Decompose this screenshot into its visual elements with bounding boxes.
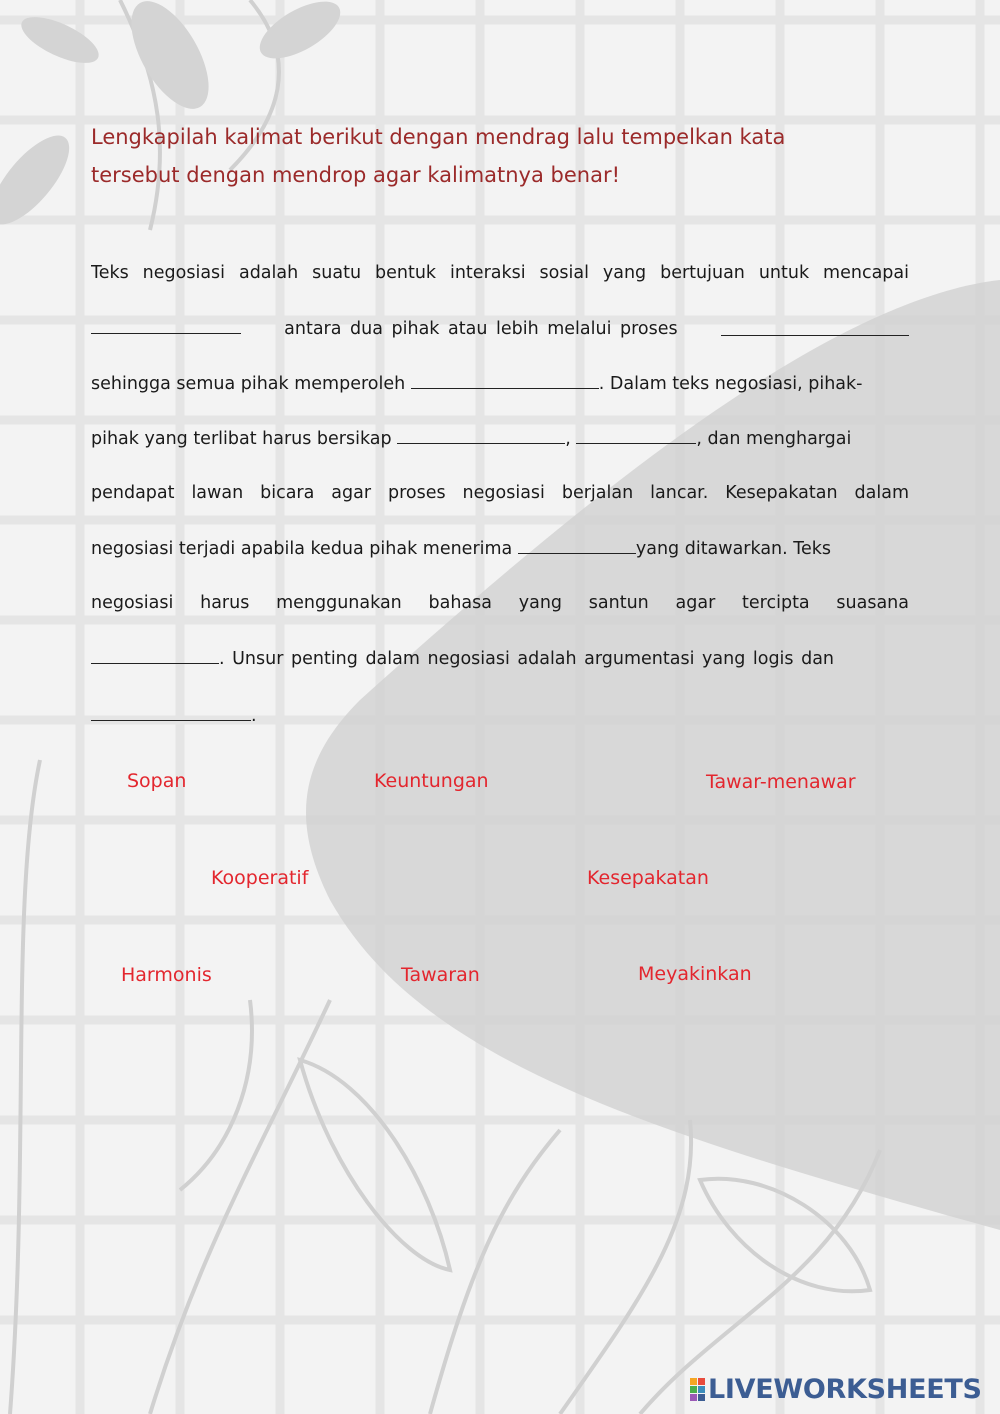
paragraph-text: sehingga semua pihak memperoleh <box>91 374 406 394</box>
paragraph-text: pendapat lawan bicara agar proses negosiasi berjalan lancar. Kesepakatan dalam <box>91 483 909 503</box>
option-tawar-menawar[interactable]: Tawar-menawar <box>706 771 856 793</box>
blank-2[interactable] <box>721 315 909 336</box>
paragraph-text: negosiasi harus menggunakan bahasa yang santun agar tercipta suasana <box>91 593 909 613</box>
instruction-line-1: Lengkapilah kalimat berikut dengan mendrag lalu tempelkan kata <box>91 125 786 149</box>
option-sopan[interactable]: Sopan <box>127 770 187 792</box>
paragraph-text: , dan menghargai <box>696 429 852 449</box>
option-tawaran[interactable]: Tawaran <box>401 964 480 986</box>
paragraph-line-8 <box>91 643 909 673</box>
logo-grid-icon <box>690 1378 705 1401</box>
paragraph-text: negosiasi terjadi apabila kedua pihak menerima <box>91 539 513 559</box>
paragraph-text: , <box>565 429 571 449</box>
paragraph-text: antara dua pihak atau lebih melalui proses <box>284 319 678 339</box>
paragraph-line-7 <box>91 588 909 618</box>
instruction-line-2: tersebut dengan mendrop agar kalimatnya benar! <box>91 163 621 187</box>
paragraph-line-9 <box>91 700 909 730</box>
paragraph-line-3 <box>91 368 909 398</box>
paragraph-line-4 <box>91 423 909 453</box>
paragraph-text: . Unsur penting dalam negosiasi adalah argumentasi yang logis dan <box>219 649 835 669</box>
paragraph-text: yang ditawarkan. Teks <box>635 539 832 559</box>
blank-3[interactable] <box>411 368 599 389</box>
option-keuntungan[interactable]: Keuntungan <box>374 770 489 792</box>
blank-7[interactable] <box>91 643 219 664</box>
paragraph-line-5 <box>91 478 909 508</box>
blank-4[interactable] <box>397 423 565 444</box>
paragraph-text: . Dalam teks negosiasi, pihak- <box>598 374 863 394</box>
blank-5[interactable] <box>576 423 696 444</box>
option-meyakinkan[interactable]: Meyakinkan <box>638 963 752 985</box>
blank-8[interactable] <box>91 700 251 721</box>
option-harmonis[interactable]: Harmonis <box>121 964 212 986</box>
blank-1[interactable] <box>91 313 241 334</box>
paragraph-text: pihak yang terlibat harus bersikap <box>91 429 392 449</box>
instruction-heading <box>91 118 871 194</box>
option-kooperatif[interactable]: Kooperatif <box>211 867 309 889</box>
paragraph-text: Teks negosiasi adalah suatu bentuk interaksi sosial yang bertujuan untuk mencapai <box>91 263 909 283</box>
blank-6[interactable] <box>518 533 636 554</box>
paragraph-line-1 <box>91 258 909 288</box>
paragraph-text: . <box>251 706 257 726</box>
option-kesepakatan[interactable]: Kesepakatan <box>587 867 709 889</box>
liveworksheets-logo <box>690 1374 982 1405</box>
paragraph-line-6 <box>91 533 909 563</box>
logo-text: LIVEWORKSHEETS <box>708 1374 982 1405</box>
paragraph-line-2 <box>91 313 909 343</box>
